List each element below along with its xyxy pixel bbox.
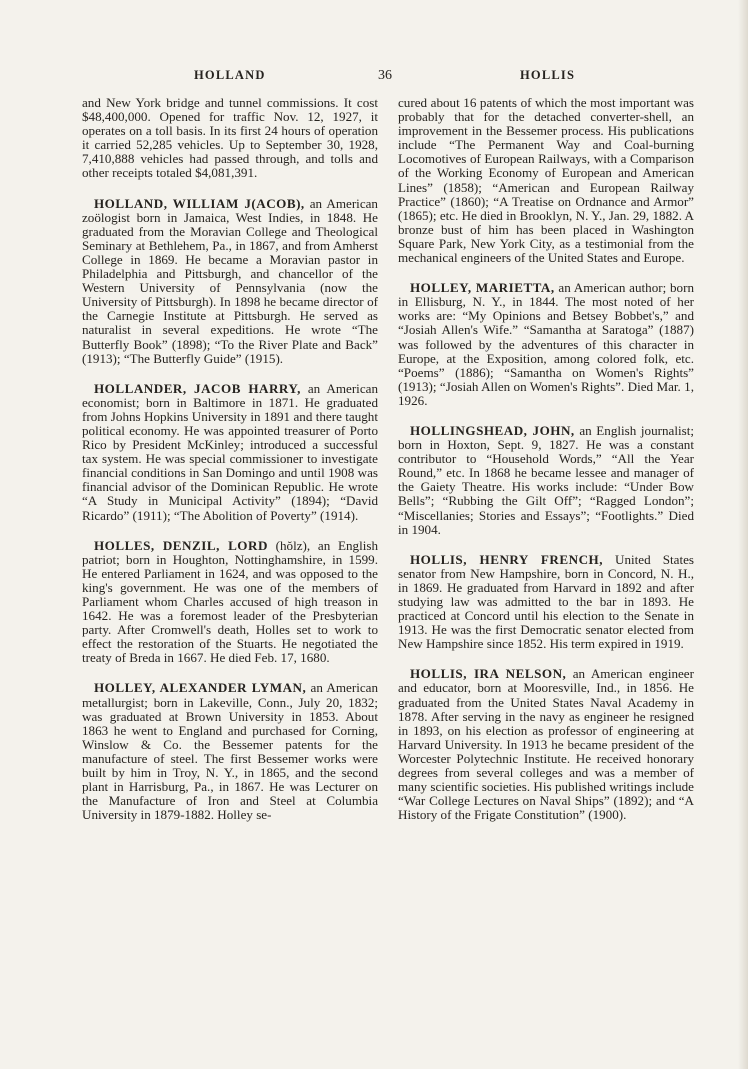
entry-holley-marietta <box>398 281 694 408</box>
header-guide-word-left: HOLLAND <box>194 68 266 82</box>
entry-hollander-jacob <box>82 382 378 523</box>
entry-continued-holland-tunnel <box>82 96 378 181</box>
entry-body: (hŏlz), an English patriot; born in Houghton, Nottinghamshire, in 1599. He entered Parliament in 1624, and was opposed to the king's government. He was one of the members of Parliament whom Charles accused of high treason in 1642. He was a foremost leader of the Presbyterian party. After Cromwell's death, Holles set to work to effect the restoration of the Stuarts. He negotiated the treaty of Breda in 1667. He died Feb. 17, 1680. <box>82 537 379 666</box>
entry-headword: HOLLEY, MARIETTA, <box>410 280 555 296</box>
entry-headword: HOLLAND, WILLIAM J(ACOB), <box>94 195 305 211</box>
entry-body: an American economist; born in Baltimore in 1871. He graduated from Johns Hopkins University in 1891 and there taught political economy. He was appointed treasurer of Porto Rico by President McKinley; introduced a successful tax system. He was special commissioner to investigate financial conditions in San Domingo and until 1908 was financial advisor of the Dominican Republic. He wrote “A Study in Municipal Activity” (1894); “David Ricardo” (1911); “The Abolition of Poverty” (1914). <box>82 380 378 523</box>
left-column <box>82 96 378 838</box>
entry-headword: HOLLES, DENZIL, LORD <box>94 537 268 553</box>
entry-headword: HOLLINGSHEAD, JOHN, <box>410 422 575 438</box>
running-header <box>82 68 676 88</box>
entry-holles-denzil <box>82 539 378 666</box>
entry-headword: HOLLEY, ALEXANDER LYMAN, <box>94 680 307 696</box>
entry-holley-alexander <box>82 681 378 822</box>
entry-body: an American engineer and educator, born at Mooresville, Ind., in 1856. He graduated from the United States Naval Academy in 1878. After serving in the navy as engineer he resigned in 1893, on his election as professor of engineering at Harvard University. In 1913 he became president of the Worcester Polytechnic Institute. He received honorary degrees from several colleges and was a member of many scientific societies. His published writings include “War College Lectures on Naval Ships” (1892); and “A History of the Frigate Constitution” (1900). <box>398 666 694 823</box>
entry-continued-holley-alexander <box>398 96 694 265</box>
page-edge-shadow <box>738 0 748 1069</box>
entry-holland-william <box>82 197 378 366</box>
entry-body: cured about 16 patents of which the most important was probably that for the detached converter-shell, an improvement in the Bessemer process. His publications include “The Permanent Way and Coal-burning Locomotives of European Railways, with a Comparison of the Working Economy of European and American Lines” (1858); “American and European Railway Practice” (1860); “A Treatise on Ordnance and Armor” (1865); etc. He died in Brooklyn, N. Y., Jan. 29, 1882. A bronze bust of him has been placed in Washington Square Park, New York City, as a testimonial from the mechanical engineers of the United States and Europe. <box>398 95 694 266</box>
entry-hollis-ira <box>398 667 694 822</box>
right-column <box>398 96 694 838</box>
entry-body: an American author; born in Ellisburg, N. Y., in 1844. The most noted of her works are: “My Opinions and Betsey Bobbet's,” and “Josiah Allen's Wife.” “Samantha at Saratoga” (1887) was followed by the adventures of this character in Europe, at the Exposition, among colored folk, etc. “Poems” (1886); “Samantha on Women's Rights” (1913); “Josiah Allen on Women's Rights”. Died Mar. 1, 1926. <box>398 280 694 408</box>
page-number: 36 <box>378 68 392 83</box>
entry-body: an American metallurgist; born in Lakeville, Conn., July 20, 1832; was graduated at Brown University in 1853. About 1863 he went to England and purchased for Corning, Winslow & Co. the Bessemer patents for the manufacture of steel. The first Bessemer works were built by him in Troy, N. Y., in 1865, and the second plant in Harrisburg, Pa., in 1867. He was Lecturer on the Manufacture of Iron and Steel at Columbia University in 1879-1882. Holley se- <box>82 680 378 823</box>
entry-body: an English journalist; born in Hoxton, Sept. 9, 1827. He was a constant contributor to “Household Words,” “All the Year Round,” etc. In 1868 he became lessee and manager of the Gaiety Theatre. His works include: “Under Bow Bells”; “Rubbing the Gilt Off”; “Ragged London”; “Miscellanies; Stories and Essays”; “Footlights.” Died in 1904. <box>398 422 694 537</box>
header-guide-word-right: HOLLIS <box>520 68 576 82</box>
entry-headword: HOLLANDER, JACOB HARRY, <box>94 380 301 396</box>
entry-body: and New York bridge and tunnel commissions. It cost $48,400,000. Opened for traffic Nov. 12, 1927, it operates on a toll basis. In its first 24 hours of operation it carried 52,285 vehicles. Up to September 30, 1928, 7,410,888 vehicles had passed through, and tolls and other receipts totaled $4,081,391. <box>82 95 378 181</box>
entry-body: United States senator from New Hampshire, born in Concord, N. H., in 1869. He graduated from Harvard in 1892 and after studying law was admitted to the bar in 1893. He practiced at Concord until his election to the Senate in 1913. He was the first Democratic senator elected from New Hampshire since 1852. His term expired in 1919. <box>398 551 694 652</box>
entry-body: an American zoölogist born in Jamaica, West Indies, in 1848. He graduated from the Moravian College and Theological Seminary at Bethlehem, Pa., in 1867, and from Amherst College in 1869. He became a Moravian pastor in Philadelphia and Pittsburgh, and chancellor of the Western University of Pennsylvania (now the University of Pittsburgh). In 1898 he became director of the Carnegie Institute at Pittsburgh. He served as naturalist in several expeditions. He wrote “The Butterfly Book” (1898); “To the River Plate and Back” (1913); “The Butterfly Guide” (1915). <box>82 195 378 366</box>
entry-headword: HOLLIS, HENRY FRENCH, <box>410 551 603 567</box>
entry-hollingshead-john <box>398 424 694 537</box>
entry-hollis-henry <box>398 553 694 652</box>
entry-headword: HOLLIS, IRA NELSON, <box>410 666 567 682</box>
